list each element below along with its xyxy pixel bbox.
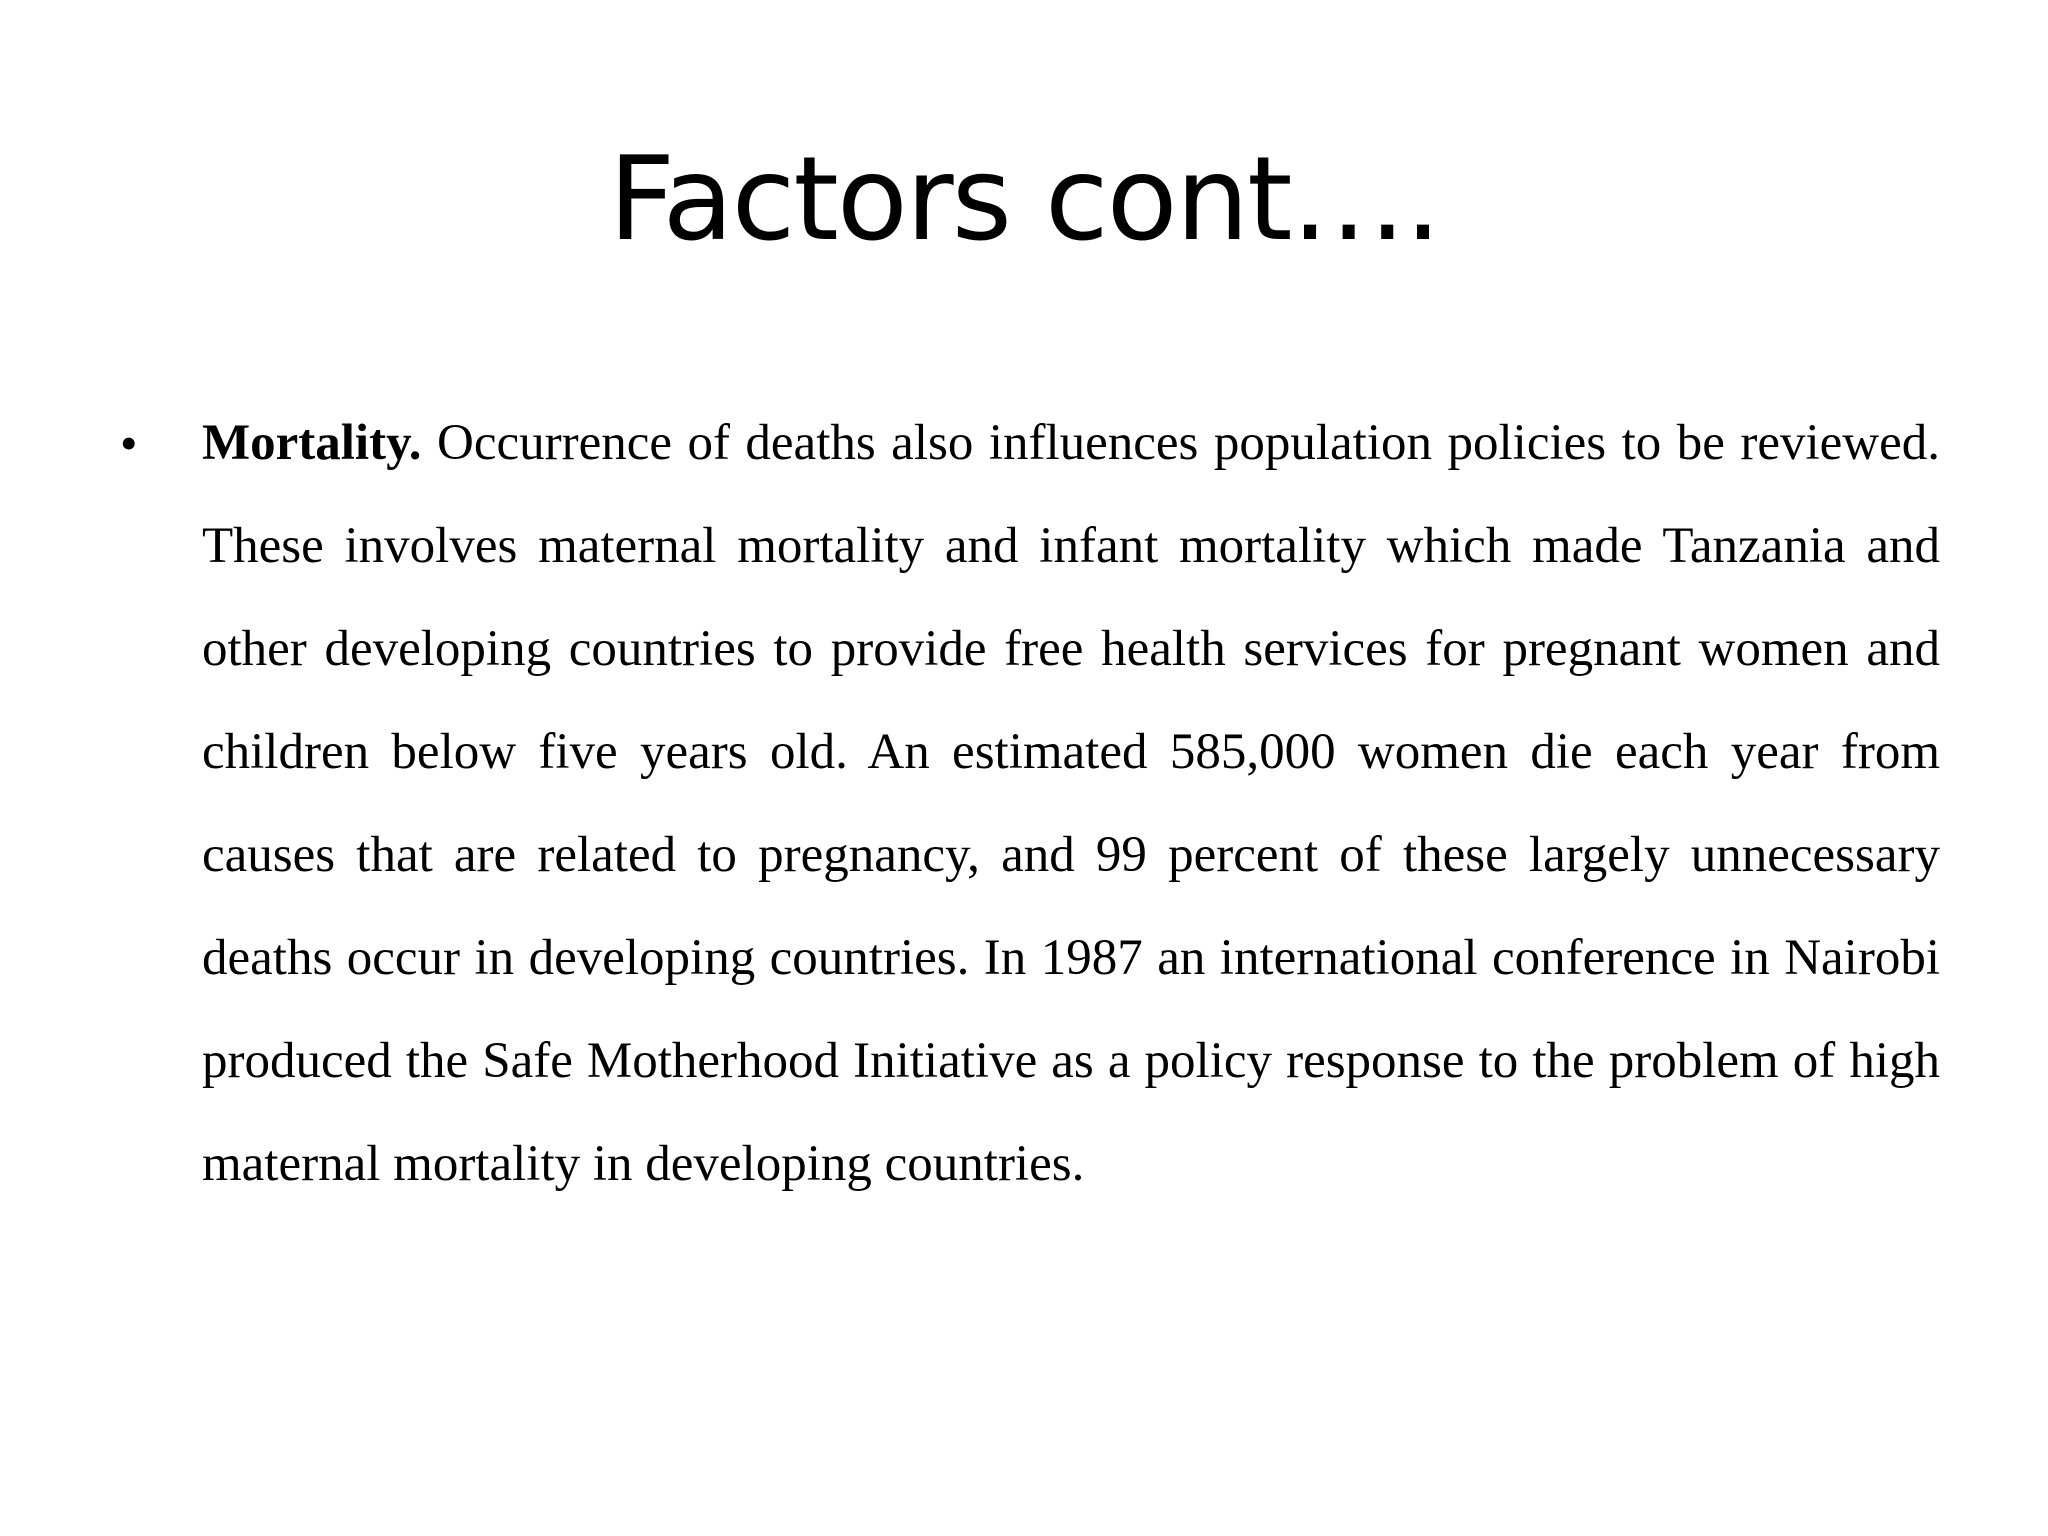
bullet-marker: • [120, 415, 138, 471]
slide-title: Factors cont…. [608, 132, 1440, 267]
bullet-paragraph [202, 392, 1940, 1216]
bullet-term: Mortality. [202, 415, 422, 471]
bullet-body-text: Occurrence of deaths also influences population policies to be reviewed. These involves maternal mortality and infant mortality which made Tanzania and other developing countries to provide free health services for pregnant women and children below five years old. An estimated 585,000 women die each year from causes that are related to pregnancy, and 99 percent of these largely unnecessary deaths occur in developing countries. In 1987 an international conference in Nairobi produced the Safe Motherhood Initiative as a policy response to the problem of high maternal mortality in developing countries. [202, 415, 1941, 1192]
bullet-list [120, 392, 1940, 1216]
bullet-item-mortality [120, 392, 1940, 1216]
